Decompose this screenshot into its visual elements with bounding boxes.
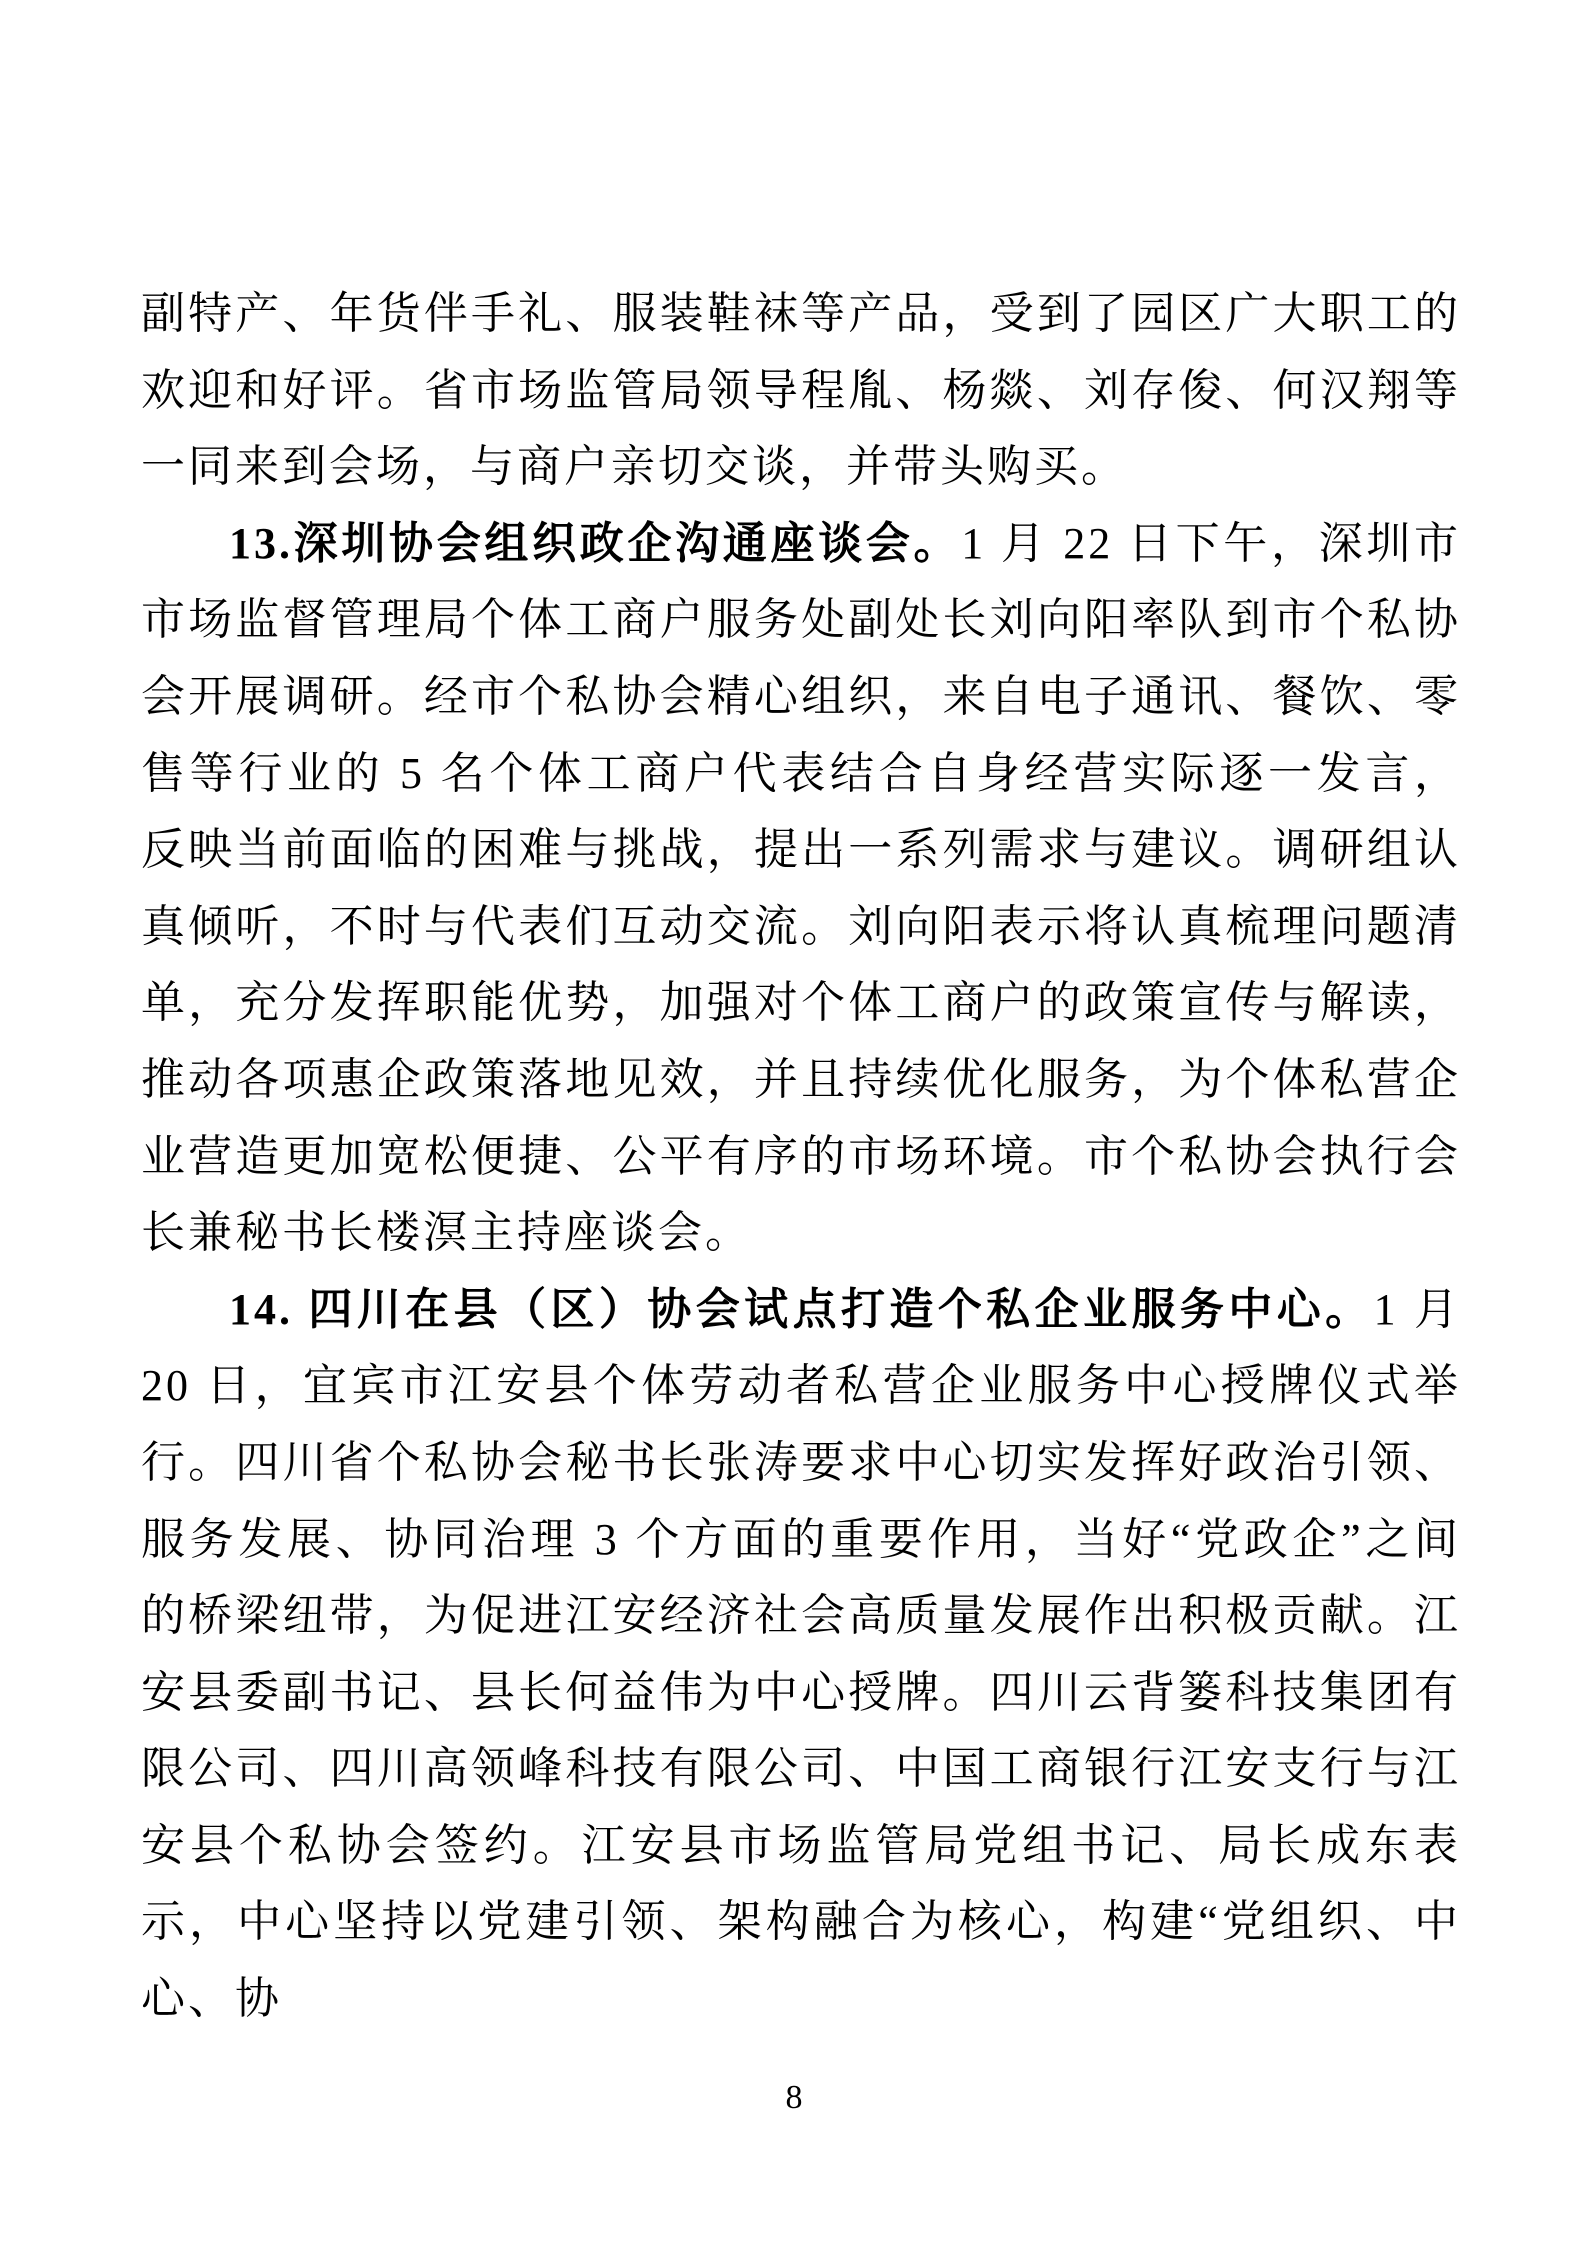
paragraph-continuation — [141, 276, 1461, 506]
paragraph-heading-14: 14. 四川在县（区）协会试点打造个私企业服务中心。 — [229, 1284, 1374, 1334]
paragraph-item-14 — [141, 1272, 1461, 2038]
page-footer — [0, 2078, 1588, 2118]
page-number: 8 — [785, 2079, 803, 2116]
paragraph-text: 1 月 20 日，宜宾市江安县个体劳动者私营企业服务中心授牌仪式举行。四川省个私协会秘书长张涛要求中心切实发挥好政治引领、服务发展、协同治理 3 个方面的重要作用，当好“党政企”之间的桥梁纽带，为促进江安经济社会高质量发展作出积极贡献。江安县委副书记、县长何益伟为中心授牌。四川云背篓科技集团有限公司、四川高领峰科技有限公司、中国工商银行江安支行与江安县个私协会签约。江安县市场监管局党组书记、局长成东表示，中心坚持以党建引领、架构融合为核心，构建“党组织、中心、协 — [141, 1284, 1462, 2024]
paragraph-item-13 — [141, 506, 1461, 1272]
document-body-text — [141, 276, 1461, 2038]
paragraph-text: 副特产、年货伴手礼、服装鞋袜等产品，受到了园区广大职工的欢迎和好评。省市场监管局领导程胤、杨燚、刘存俊、何汉翔等一同来到会场，与商户亲切交谈，并带头购买。 — [141, 289, 1461, 492]
paragraph-text: 1 月 22 日下午，深圳市市场监督管理局个体工商户服务处副处长刘向阳率队到市个私协会开展调研。经市个私协会精心组织，来自电子通讯、餐饮、零售等行业的 5 名个体工商户代表结合自身经营实际逐一发言，反映当前面临的困难与挑战，提出一系列需求与建议。调研组认真倾听，不时与代表们互动交流。刘向阳表示将认真梳理问题清单，充分发挥职能优势，加强对个体工商户的政策宣传与解读，推动各项惠企政策落地见效，并且持续优化服务，为个体私营企业营造更加宽松便捷、公平有序的市场环境。市个私协会执行会长兼秘书长楼溟主持座谈会。 — [141, 518, 1462, 1258]
paragraph-heading-13: 13.深圳协会组织政企沟通座谈会。 — [229, 518, 962, 568]
